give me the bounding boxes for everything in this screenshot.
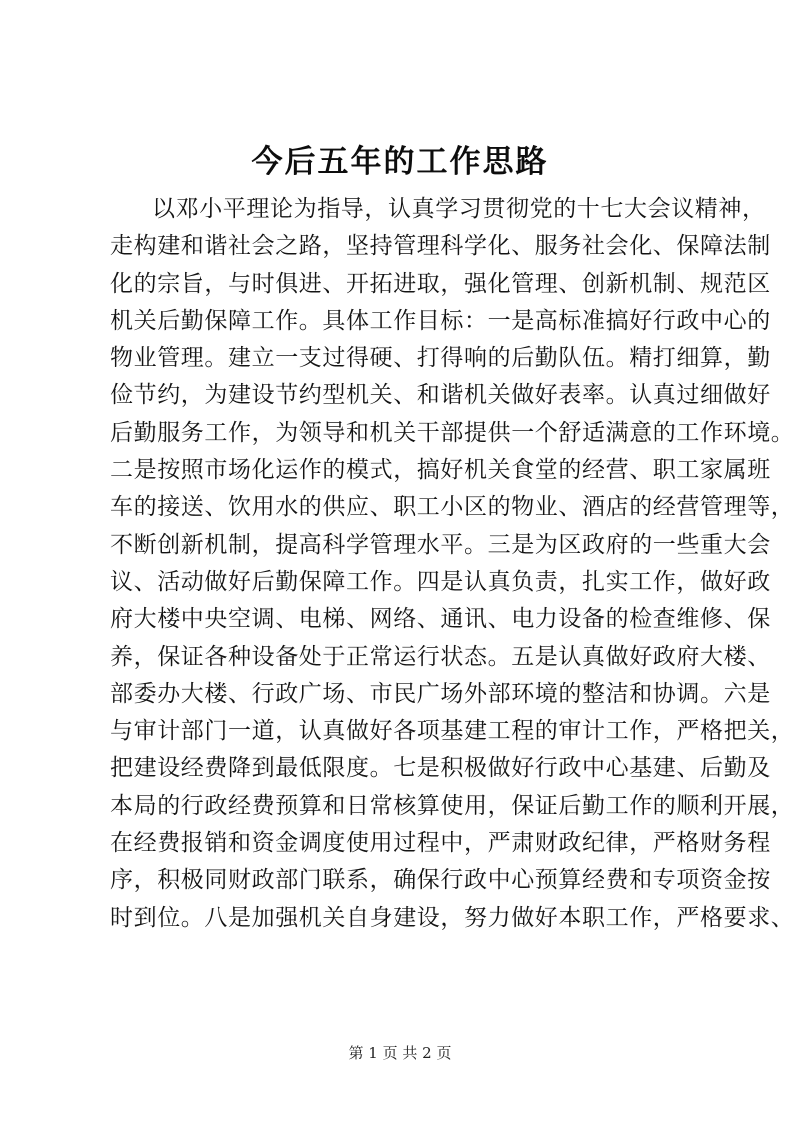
- body-line: 把建设经费降到最低限度。七是积极做好行政中心基建、后勤及: [110, 755, 771, 782]
- body-line: 化的宗旨，与时俱进、开拓进取，强化管理、创新机制、规范区: [110, 270, 771, 297]
- body-line: 部委办大楼、行政广场、市民广场外部环境的整洁和协调。六是: [110, 680, 771, 707]
- body-line: 与审计部门一道，认真做好各项基建工程的审计工作，严格把关，: [110, 718, 795, 745]
- body-line: 养，保证各种设备处于正常运行状态。五是认真做好政府大楼、: [110, 643, 771, 670]
- body-line: 二是按照市场化运作的模式，搞好机关食堂的经营、职工家属班: [110, 457, 771, 484]
- body-line: 走构建和谐社会之路，坚持管理科学化、服务社会化、保障法制: [110, 233, 771, 260]
- body-line: 以邓小平理论为指导，认真学习贯彻党的十七大会议精神，: [152, 196, 766, 222]
- document-body: [110, 191, 795, 937]
- body-line: 本局的行政经费预算和日常核算使用，保证后勤工作的顺利开展，: [110, 792, 795, 819]
- body-line: 车的接送、饮用水的供应、职工小区的物业、酒店的经营管理等，: [110, 494, 795, 521]
- page-footer: 第 1 页 共 2 页: [348, 1044, 452, 1062]
- body-line: 序，积极同财政部门联系，确保行政中心预算经费和专项资金按: [110, 867, 771, 894]
- body-line: 时到位。八是加强机关自身建设，努力做好本职工作，严格要求、: [110, 904, 795, 931]
- body-line: 议、活动做好后勤保障工作。四是认真负责，扎实工作，做好政: [110, 568, 771, 595]
- body-line: 机关后勤保障工作。具体工作目标：一是高标准搞好行政中心的: [110, 307, 771, 334]
- body-line: 府大楼中央空调、电梯、网络、通讯、电力设备的检查维修、保: [110, 606, 771, 633]
- document-title: 今后五年的工作思路: [251, 144, 549, 180]
- body-line: 物业管理。建立一支过得硬、打得响的后勤队伍。精打细算，勤: [110, 345, 771, 372]
- body-line: 俭节约，为建设节约型机关、和谐机关做好表率。认真过细做好: [110, 382, 771, 409]
- body-line: 后勤服务工作，为领导和机关干部提供一个舒适满意的工作环境。: [110, 419, 795, 446]
- body-line: 不断创新机制，提高科学管理水平。三是为区政府的一些重大会: [110, 531, 771, 558]
- body-line: 在经费报销和资金调度使用过程中，严肃财政纪律，严格财务程: [110, 830, 771, 857]
